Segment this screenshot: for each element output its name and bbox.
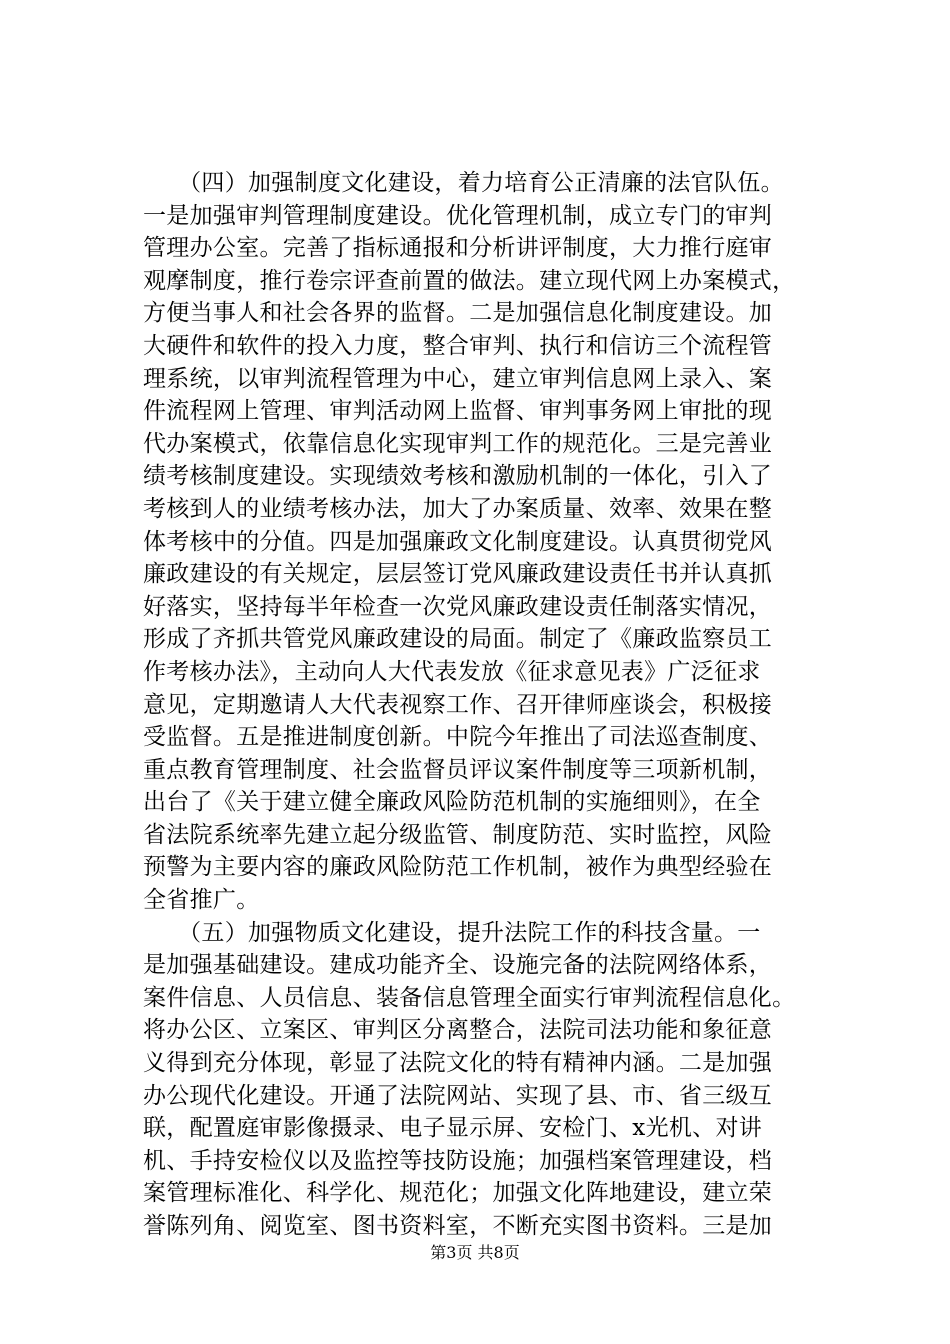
text-line: 重点教育管理制度、社会监督员评议案件制度等三项新机制， <box>143 756 773 783</box>
text-line: 好落实，坚持每半年检查一次党风廉政建设责任制落实情况， <box>143 593 773 620</box>
text-line: 体考核中的分值。四是加强廉政文化制度建设。认真贯彻党风 <box>143 528 773 555</box>
text-line: 省法院系统率先建立起分级监管、制度防范、实时监控，风险 <box>143 821 773 848</box>
text-line: 全省推广。 <box>143 887 260 914</box>
text-line: 理系统，以审判流程管理为中心，建立审判信息网上录入、案 <box>143 365 773 392</box>
text-line: 绩考核制度建设。实现绩效考核和激励机制的一体化，引入了 <box>143 463 773 490</box>
text-line: 预警为主要内容的廉政风险防范工作机制，被作为典型经验在 <box>143 854 773 881</box>
text-line: 件流程网上管理、审判活动网上监督、审判事务网上审批的现 <box>143 398 773 425</box>
text-line: 大硬件和软件的投入力度，整合审判、执行和信访三个流程管 <box>143 332 773 359</box>
text-line: 考核到人的业绩考核办法，加大了办案质量、效率、效果在整 <box>143 495 773 522</box>
text-line: 将办公区、立案区、审判区分离整合，法院司法功能和象征意 <box>143 1017 773 1044</box>
body-text <box>143 167 833 1243</box>
text-line: 意见，定期邀请人大代表视察工作、召开律师座谈会，积极接 <box>143 691 773 718</box>
text-line: 办公现代化建设。开通了法院网站、实现了县、市、省三级互 <box>143 1082 773 1109</box>
text-line: 形成了齐抓共管党风廉政建设的局面。制定了《廉政监察员工 <box>143 626 773 653</box>
text-line: 作考核办法》，主动向人大代表发放《征求意见表》广泛征求 <box>143 658 761 685</box>
text-line: 案件信息、人员信息、装备信息管理全面实行审判流程信息化。 <box>143 984 796 1011</box>
text-line: 机、手持安检仪以及监控等技防设施；加强档案管理建设，档 <box>143 1147 773 1174</box>
text-line: 出台了《关于建立健全廉政风险防范机制的实施细则》，在全 <box>143 789 761 816</box>
text-line: 方便当事人和社会各界的监督。二是加强信息化制度建设。加 <box>143 300 773 327</box>
text-line: （四）加强制度文化建设，着力培育公正清廉的法官队伍。 <box>143 170 784 196</box>
text-line: 受监督。五是推进制度创新。中院今年推出了司法巡查制度、 <box>143 724 773 751</box>
text-line: （五）加强物质文化建设，提升法院工作的科技含量。一 <box>143 919 761 946</box>
text-line: 廉政建设的有关规定，层层签订党风廉政建设责任书并认真抓 <box>143 561 773 588</box>
text-line: 观摩制度，推行卷宗评查前置的做法。建立现代网上办案模式， <box>143 267 796 294</box>
page-number-footer: 第3页 共8页 <box>430 1243 520 1262</box>
text-line: 管理办公室。完善了指标通报和分析讲评制度，大力推行庭审 <box>143 235 773 262</box>
text-line: 案管理标准化、科学化、规范化；加强文化阵地建设，建立荣 <box>143 1180 773 1207</box>
text-line: 誉陈列角、阅览室、图书资料室，不断充实图书资料。三是加 <box>143 1213 773 1239</box>
text-line: 义得到充分体现，彰显了法院文化的特有精神内涵。二是加强 <box>143 1050 773 1077</box>
text-line: 一是加强审判管理制度建设。优化管理机制，成立专门的审判 <box>143 202 773 229</box>
text-line: 是加强基础建设。建成功能齐全、设施完备的法院网络体系， <box>143 952 773 979</box>
text-line: 联，配置庭审影像摄录、电子显示屏、安检门、x光机、对讲 <box>143 1115 763 1142</box>
text-line: 代办案模式，依靠信息化实现审判工作的规范化。三是完善业 <box>143 430 773 457</box>
